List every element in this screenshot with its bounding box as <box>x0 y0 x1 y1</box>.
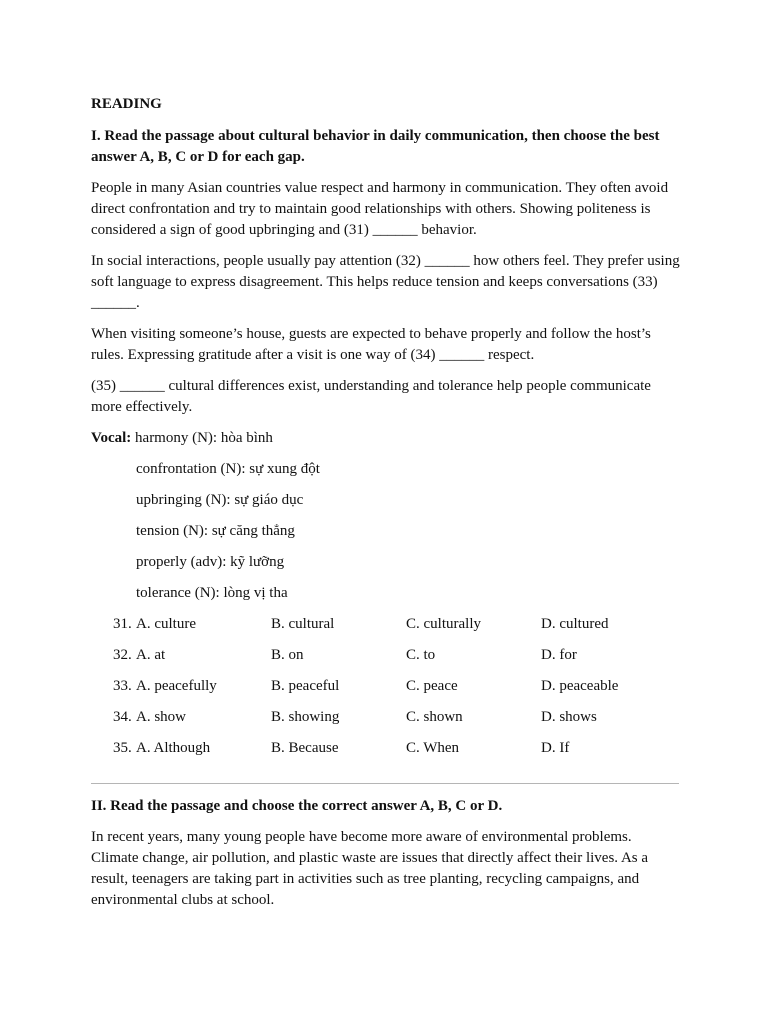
vocab-item: harmony (N): hòa bình <box>135 430 273 446</box>
vocab-item: tolerance (N): lòng vị tha <box>136 585 288 601</box>
option-d: D. for <box>541 647 577 663</box>
passage-paragraph-2: In social interactions, people usually pay attention (32) ______ how others feel. They prefer using soft language to express disagreement. This helps reduce tension and keeps conversations (33) ______. <box>91 253 680 311</box>
option-d: D. If <box>541 740 570 756</box>
option-d: D. cultured <box>541 616 609 632</box>
part2-paragraph: In recent years, many young people have become more aware of environmental problems. Climate change, air pollution, and plastic waste are issues that directly affect their lives. As a result, teenagers are taking part in activities such as tree planting, recycling campaigns, and environmental clubs at school. <box>91 829 649 908</box>
question-number: 34. <box>113 709 132 725</box>
option-c: C. culturally <box>406 616 481 632</box>
option-a: A. at <box>136 647 166 663</box>
question-row-32 <box>91 640 681 671</box>
option-c: C. to <box>406 647 436 663</box>
option-d: D. shows <box>541 709 597 725</box>
option-b: B. showing <box>271 709 340 725</box>
option-b: B. cultural <box>271 616 335 632</box>
question-number: 35. <box>113 740 132 756</box>
vocab-first-line <box>91 423 681 454</box>
vocab-item: upbringing (N): sự giáo dục <box>136 492 304 508</box>
option-b: B. peaceful <box>271 678 340 694</box>
option-b: B. on <box>271 647 304 663</box>
vocab-label: Vocal: <box>91 430 132 446</box>
document-content <box>91 91 681 921</box>
passage-paragraph-1: People in many Asian countries value respect and harmony in communication. They often avoid direct confrontation and try to maintain good relationships with others. Showing politeness is considered a sign of good upbringing and (31) ______ behavior. <box>91 180 669 238</box>
option-a: A. culture <box>136 616 196 632</box>
question-row-35 <box>91 733 681 764</box>
question-row-34 <box>91 702 681 733</box>
option-a: A. show <box>136 709 187 725</box>
question-row-31 <box>91 609 681 640</box>
question-number: 33. <box>113 678 132 694</box>
question-number: 32. <box>113 647 132 663</box>
part2-instruction: II. Read the passage and choose the correct answer A, B, C or D. <box>91 798 503 814</box>
question-number: 31. <box>113 616 132 632</box>
section-title: READING <box>91 96 162 112</box>
passage-paragraph-4: (35) ______ cultural differences exist, understanding and tolerance help people communicate more effectively. <box>91 378 651 415</box>
vocab-item: tension (N): sự căng thẳng <box>136 523 295 539</box>
option-a: A. peacefully <box>136 678 217 694</box>
option-d: D. peaceable <box>541 678 619 694</box>
option-b: B. Because <box>271 740 339 756</box>
option-c: C. When <box>406 740 460 756</box>
passage-paragraph-3: When visiting someone’s house, guests are expected to behave properly and follow the host’s rules. Expressing gratitude after a visit is one way of (34) ______ respect. <box>91 326 651 363</box>
vocab-item: confrontation (N): sự xung đột <box>136 461 320 477</box>
option-a: A. Although <box>136 740 211 756</box>
vocab-item: properly (adv): kỹ lưỡng <box>136 554 285 570</box>
question-row-33 <box>91 671 681 702</box>
section-divider <box>91 783 679 784</box>
part1-instruction: I. Read the passage about cultural behavior in daily communication, then choose the best answer A, B, C or D for each gap. <box>91 128 660 165</box>
option-c: C. peace <box>406 678 458 694</box>
option-c: C. shown <box>406 709 463 725</box>
